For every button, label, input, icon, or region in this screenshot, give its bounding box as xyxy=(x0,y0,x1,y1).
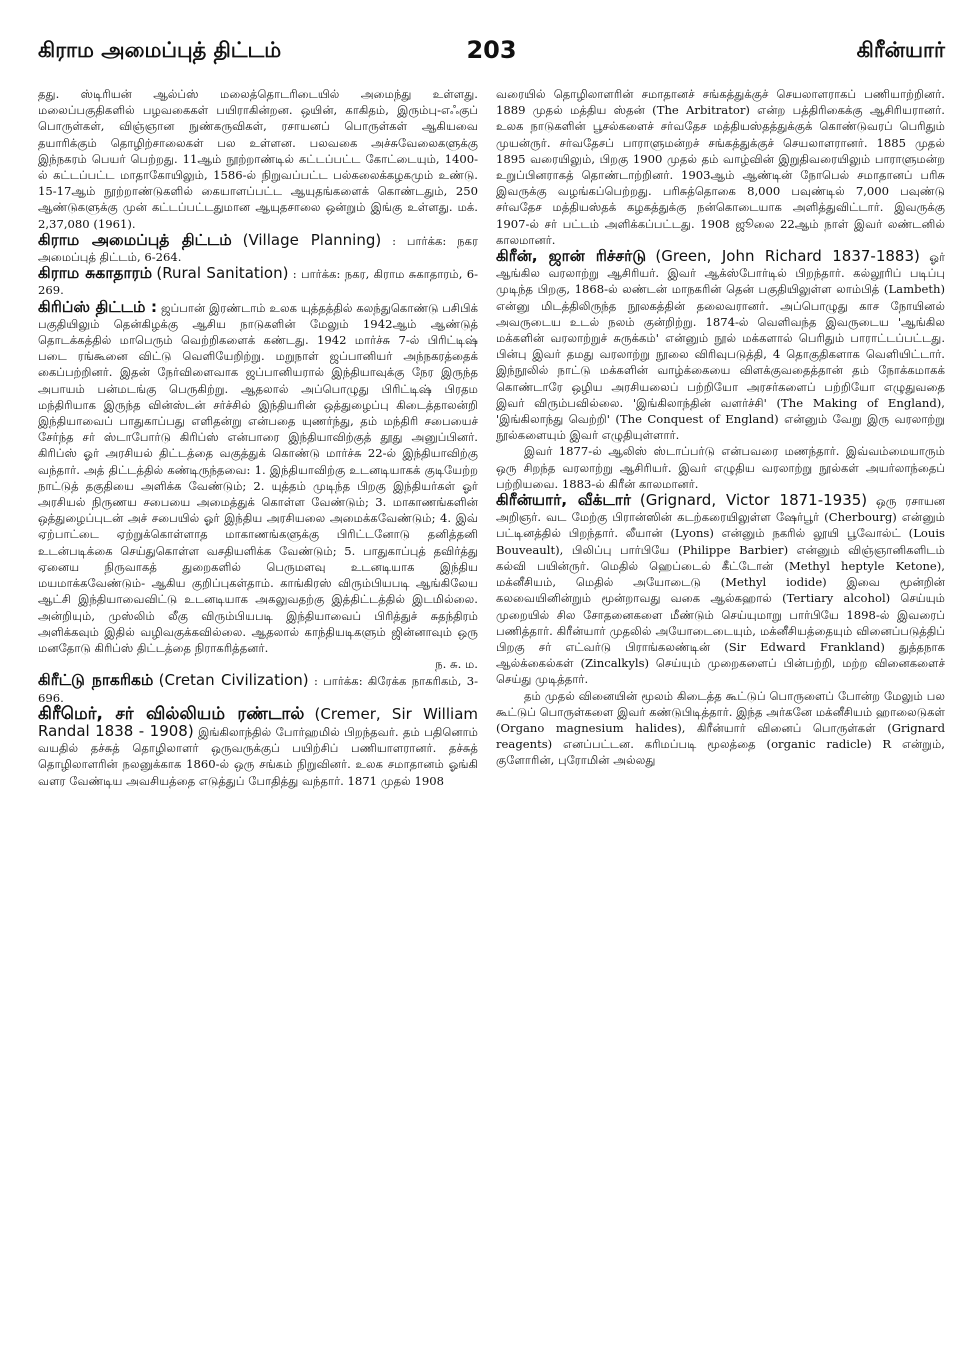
entry-body: : பார்க்க: நகர அமைப்புத் திட்டம், 6-264. xyxy=(38,233,478,265)
entry-green-john-richard xyxy=(496,248,945,443)
entry-latin-name: (Cretan Civilization) xyxy=(158,671,309,690)
entry-headword: கிரீட்டு நாகரிகம் xyxy=(38,671,154,690)
running-head-right: கிரீன்யார் xyxy=(856,38,945,62)
entry-body: இங்கிலாந்தில் போர்ஹமில் பிறந்தவர். தம் பதினொம் வயதில் தச்சுத் தொழிலாளர் ஒருவருக்குப் பயிற்சிப் பணியாளரானர். தச்சுத் தொழிலாளரின் நலனுக்காக 1860-ல் ஒரு சங்கம் நிறுவினர். உலக சமாதானம் ஓங்கி வளர வேண்டிய அவசியத்தை எடுத்துப் போதித்து வந்தார். 1871 முதல் 1908 xyxy=(38,724,478,788)
entry-body: ஓர் ஆங்கில வரலாற்று ஆசிரியர். இவர் ஆக்ஸ்போர்டில் பிறந்தார். கல்லூரிப் படிப்பு முடிந்த பிறகு, 1868-ல் லண்டன் மாநகரின் தென் பகுதியிலுள்ள லாம்பித் (Lambeth) என்னு மிடத்திலிருந்த நூலகத்தின் தலைவரானர். அப்பொழுது காச நோயினல் அவருடைய உடல் நலம் குன்றிற்று. 1874-ல் வெளிவந்த இவருடைய 'ஆங்கில மக்களின் வரலாற்றுச் சுருக்கம்' என்னும் நூல் மக்களால் பெரிதும் பாராட்டப்பட்டது. பின்பு இவர் தமது வரலாற்று நூலை விரிவுபடுத்தி, 4 தொகுதிகளாக வெளியிட்டார். இந்நூலில் நாட்டு மக்களின் வாழ்க்கையை விளக்குவதைத்தான் தம் நோக்கமாகக் கொண்டாரே ஒழிய அரசியலைப் பற்றியோ அரசர்களைப் பற்றியோ எழுதுவதை இவர் விரும்பவில்லை. 'இங்கிலாந்தின் வளர்ச்சி' (The Making of England), 'இங்கிலாந்து வெற்றி' (The Conquest of England) என்னும் வேறு இரு வரலாற்று நூல்களையும் இவர் எழுதியுள்ளார். xyxy=(496,250,945,443)
entry-latin-name: (Rural Sanitation) xyxy=(156,264,289,283)
entry-latin-name: (Cremer, Sir William Randal 1838 - 1908) xyxy=(38,704,478,740)
entry-grignard-victor xyxy=(496,492,945,687)
entry-headword: கிரீமெர், சர் வில்லியம் ரண்டால் xyxy=(38,703,305,724)
entry-paragraph: இவர் 1877-ல் ஆலிஸ் ஸ்டாப்பர்டு என்பவரை மணந்தார். இவ்வம்மையாரும் ஒரு சிறந்த வரலாற்று ஆசிரியர். இவர் எழுதிய வரலாற்று நூல்கள் அயர்லாந்தைப் பற்றியவை. 1883-ல் கிரீன் காலமானர். xyxy=(496,444,945,491)
entry-body: : பார்க்க: நகர, கிராம சுகாதாரம், 6-269. xyxy=(38,267,478,298)
right-column xyxy=(496,86,945,1344)
entry-latin-name: (Village Planning) xyxy=(242,230,382,249)
entry-body: : பார்க்க: கிரேக்க நாகரிகம், 3-696. xyxy=(38,674,478,705)
continued-entry: தது. ஸ்டிரியன் ஆல்ப்ஸ் மலைத்தொடரிடையில் அமைந்து உள்ளது. மலைப்பகுதிகளில் பழவகைகள் பயிராகின்றன. ஒயின், காகிதம், இரும்பு-எஃகுப் பொருள்கள், விஞ்ஞான நுண்கருவிகள், ரசாயனப் பொருள்கள் ஆகியவை தயாரிக்கும் தொழிற்சாலைகள் பல உள்ளன. பலவகை அச்சுவேலைகளுக்கு இந்நகரம் பெயர் பெற்றது. 11ஆம் நூற்றாண்டில் கட்டப்பட்ட கோட்டையும், 1400-ல் கட்டப்பட்ட மாதாகோயிலும், 1586-ல் நிறுவப்பட்ட பல்கலைக்கழகமும் உண்டு. 15-17ஆம் நூற்றாண்டுகளில் கையாளப்பட்ட ஆயுதங்களைக் கொண்டதும், 250 ஆண்டுகளுக்கு முன் கட்டப்பட்டதுமான ஆயுதசாலை ஒன்றும் இங்கு உள்ளது. மக். 2,37,080 (1961). xyxy=(38,87,478,231)
entry-headword: கிரிப்ஸ் திட்டம் : xyxy=(38,297,158,316)
author-initials: ந. சு. ம. xyxy=(435,657,478,672)
entry-headword: கிரீன்யார், வீக்டார் xyxy=(496,491,631,510)
entry-cripps-mission xyxy=(38,299,478,656)
page-number: 203 xyxy=(466,36,517,64)
entry-headword: கிராம சுகாதாரம் xyxy=(38,264,153,283)
left-column xyxy=(38,86,478,1344)
entry-village-planning xyxy=(38,232,478,265)
text-columns xyxy=(38,86,945,1344)
page-header xyxy=(38,30,945,78)
entry-rural-sanitation xyxy=(38,265,478,298)
entry-cremer xyxy=(38,703,478,789)
continued-entry: வரையில் தொழிலாளரின் சமாதானச் சங்கத்துக்குச் செயலாளராகப் பணியாற்றினர். 1889 முதல் மத்திய ஸ்தன் (The Arbitrator) என்ற பத்திரிகைக்கு ஆசிரியரானர். உலக நாடுகளின் பூசல்களைச் சர்வதேச மத்தியஸ்தத்துக்குக் கொண்டுவரப் பெரிதும் முயன்ருர். சர்வதேசப் பாராளுமன்றச் சங்கத்துக்குச் செயலாளரானர். 1885 முதல் 1895 வரையிலும், பிறகு 1900 முதல் தம் வாழ்வின் இறுதிவரையிலும் பாராளுமன்ற உறுப்பினராகத் தொண்டாற்றினர். 1903ஆம் ஆண்டின் நோபெல் சமாதானப் பரிசு இவருக்கு வழங்கப்பெற்றது. பரிசுத்தொகை 8,000 பவுண்டில் 7,000 பவுண்டு சர்வதேச மத்தியஸ்தக் கழகத்துக்கு நன்கொடையாக அளித்துவிட்டார். இவருக்கு 1907-ல் சர் பட்டம் அளிக்கப்பட்டது. 1908 ஜூலை 22ஆம் நாள் இவர் லண்டனில் காலமானர். xyxy=(496,87,945,247)
entry-latin-name: (Green, John Richard 1837-1883) xyxy=(655,247,920,266)
entry-headword: கிரீன், ஜான் ரிச்சர்டு xyxy=(496,247,647,266)
entry-body: ஒரு ரசாயன அறிஞர். வட மேற்கு பிரான்ஸின் கடற்கரையிலுள்ள ஷேர்பூர் (Cherbourg) என்னும் பட்டினத்தில் பிறந்தார். லீயான் (Lyons) என்னும் நகரில் லூயி பூவோல்ட் (Louis Bouveault), பிலிப்பு பார்பியே (Philippe Barbier) என்னும் விஞ்ஞானிகளிடம் கல்வி பயின்ருர். மெதில் ஹெப்டைல் கீட்டோன் (Methyl heptyle Ketone), மக்னீசியம், மெதில் அயோடைடு (Methyl iodide) இவை மூன்றின் கலவையினின்றும் மூன்றாவது வகை ஆல்கஹால் (Tertiary alcohol) செய்யும் முறையில் சில சோதனைகளை மீண்டும் செய்யுமாறு பார்பியே 1898-ல் இவரைப் பணித்தார். கிரீன்யார் முதலில் அயோடைடையும், மக்னீசியத்தையும் வினைப்படுத்திப் பிறகு சர் எட்வர்டு பிராங்கலண்டின் (Sir Edward Frankland) துத்தநாக ஆல்க்கைல்கள் (Zincalkyls) செய்யும் முறைகளைப் பின்பற்றி, மற்ற வினைகளைச் செய்து முடித்தார். xyxy=(496,494,945,687)
entry-body: ஜப்பான் இரண்டாம் உலக யுத்தத்தில் கலந்துகொண்டு பசிபிக் பகுதியிலும் தென்கிழக்கு ஆசிய நாடுகளின் மேலும் 1942ஆம் ஆண்டுத் தொடக்கத்தில் மாபெரும் வெற்றிகளைக் கண்டது. 1942 மார்ச்சு 7-ல் பிரிட்டிஷ் படை ரங்கூனை விட்டு வெளியேறிற்று. மறுநாள் ஜப்பானியர் அந்நகரத்தைக் கைப்பற்றினர். இதன் நேர்விளைவாக ஜப்பானியரால் இந்தியாவுக்கு நேர இருந்த அபாயம் பன்மடங்கு பெருகிற்று. ஆதலால் அப்பொழுது பிரிட்டிஷ் பிரதம மந்திரியாக இருந்த வின்ஸ்டன் சர்ச்சில் இந்தியரின் ஒத்துழைப்பு கிடைத்தாலன்றி இந்தியாவைப் பாதுகாப்பது எளிதன்று என்பதை யுணர்ந்து, தம் மந்திரி சபையைச் சேர்ந்த சர் ஸ்டாபோர்டு கிரிப்ஸ் என்பாரை இந்தியாவிற்குத் தூது அனுப்பினர். கிரிப்ஸ் ஓர் அரசியல் திட்டத்தை வகுத்துக் கொண்டு மார்ச்சு 22-ல் இந்தியாவிற்கு வந்தார். அத் திட்டத்தில் கண்டிருந்தவை: 1. இந்தியாவிற்கு உடனடியாகக் குடியேற்ற நாட்டுத் தகுதியை அளிக்க வேண்டும்; 2. யுத்தம் முடிந்த பிறகு இந்தியர்கள் ஓர் அரசியல் நிருணய சபையை அமைத்துக் கொள்ள வேண்டும்; 3. மாகாணங்களின் ஒத்துழைப்புடன் அச் சபையில் ஓர் இந்திய அரசியலை அமைக்கவேண்டும்; 4. இவ் ஏற்பாட்டை ஏற்றுக்கொள்ளாத மாகாணங்களுக்கு பிரிட்டனோடு தனித்தனி உடன்படிக்கை செய்துகொள்ள வசதியளிக்க வேண்டும்; 5. பாதுகாப்புத் தவிர்த்து ஏனைய நிருவாகத் துறைகளில் பெருமளவு உடனடியாக இந்திய மயமாக்கவேண்டும்- ஆகிய குறிப்புகள்தாம். காங்கிரஸ் விரும்பியபடி ஆங்கிலேய ஆட்சி இந்தியாவைவிட்டு உடனடியாக அகலுவதற்கு இத்திட்டத்தில் இடமில்லை. அன்றியும், முஸ்லிம் லீகு விரும்பியபடி இந்தியாவைப் பிரித்துச் சுதந்திரம் அளிக்கவும் இதில் வழிவகுக்கவில்லை. ஆதலால் காந்தியடிகளும் ஜின்னாவும் ஒரு மனதோடு கிரிப்ஸ் திட்டத்தை நிராகரித்தனர். xyxy=(38,300,478,655)
entry-latin-name: (Grignard, Victor 1871-1935) xyxy=(639,491,868,510)
entry-cretan-civilization xyxy=(38,672,478,705)
entry-paragraph: தம் முதல் வினையின் மூலம் கிடைத்த கூட்டுப் பொருளைப் போன்ற மேலும் பல கூட்டுப் பொருள்களை இவர் கண்டுபிடித்தார். இந்த அர்கனே மக்னீசியம் ஹாலைடுகள் (Organo magnesium halides), கிரீன்யார் வினைப் பொருள்கள் (Grignard reagents) எனப்பட்டன. கரிமப்படி மூலத்தை (organic radicle) R என்றும், குளோரின், புரோமின் அல்லது xyxy=(496,688,945,768)
entry-headword: கிராம அமைப்புத் திட்டம் xyxy=(38,230,232,249)
running-head-left: கிராம அமைப்புத் திட்டம் xyxy=(38,38,282,62)
